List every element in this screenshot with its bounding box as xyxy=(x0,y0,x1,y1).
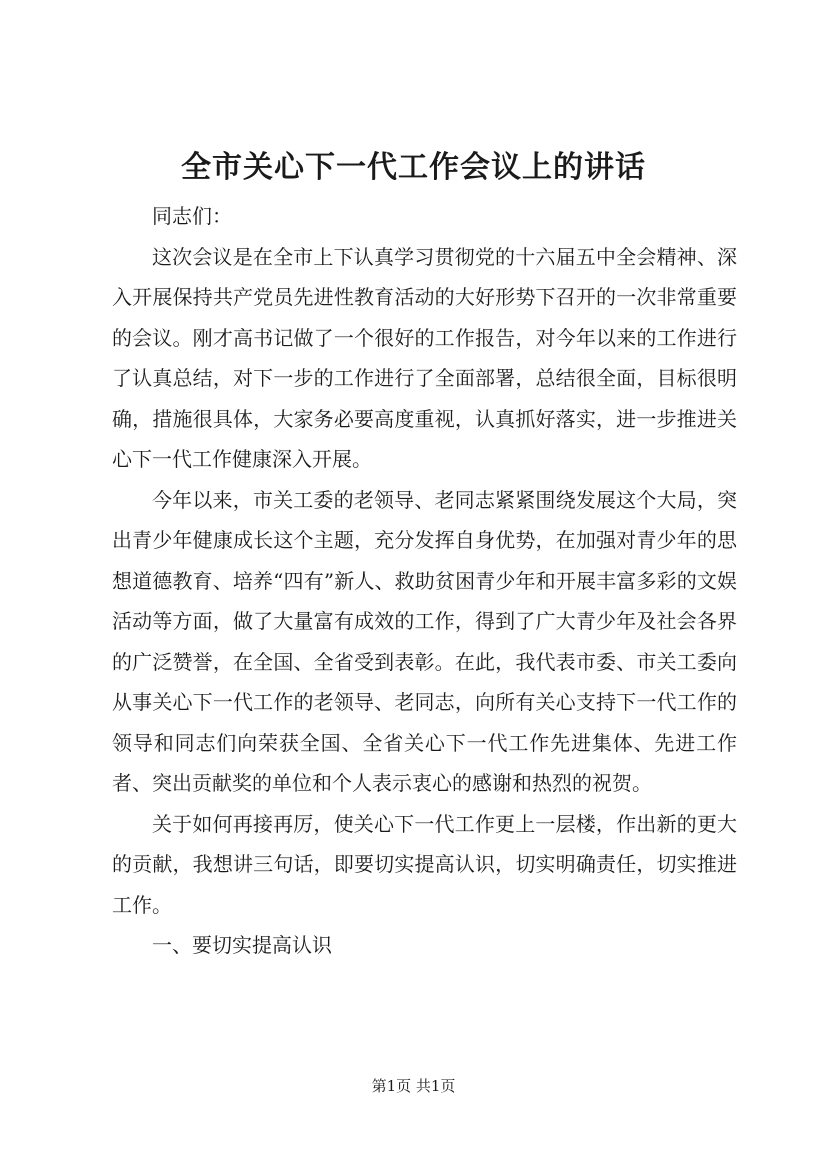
page-footer: 第1页 共1页 xyxy=(371,1077,456,1095)
document-body xyxy=(112,196,737,966)
section-heading: 一、要切实提高认识 xyxy=(152,933,332,957)
salutation: 同志们： xyxy=(152,204,232,228)
paragraph: 今年以来，市关工委的老领导、老同志紧紧围绕发展这个大局，突出青少年健康成长这个主题，充分发挥自身优势，在加强对青少年的思想道德教育、培养“四有”新人、救助贫困青少年和开展丰富多彩的文娱活动等方面，做了大量富有成效的工作，得到了广大青少年及社会各界的广泛赞誉，在全国、全省受到表彰。在此，我代表市委、市关工委向从事关心下一代工作的老领导、老同志，向所有关心支持下一代工作的领导和同志们向荣获全国、全省关心下一代工作先进集体、先进工作者、突出贡献奖的单位和个人表示衷心的感谢和热烈的祝贺。 xyxy=(112,487,737,795)
document-title: 全市关心下一代工作会议上的讲话 xyxy=(181,150,646,185)
paragraph: 关于如何再接再厉，使关心下一代工作更上一层楼，作出新的更大的贡献，我想讲三句话，即要切实提高认识，切实明确责任，切实推进工作。 xyxy=(112,811,737,917)
paragraph: 这次会议是在全市上下认真学习贯彻党的十六届五中全会精神、深入开展保持共产党员先进性教育活动的大好形势下召开的一次非常重要的会议。刚才高书记做了一个很好的工作报告，对今年以来的工作进行了认真总结，对下一步的工作进行了全面部署，总结很全面，目标很明确，措施很具体，大家务必要高度重视，认真抓好落实，进一步推进关心下一代工作健康深入开展。 xyxy=(112,244,737,471)
